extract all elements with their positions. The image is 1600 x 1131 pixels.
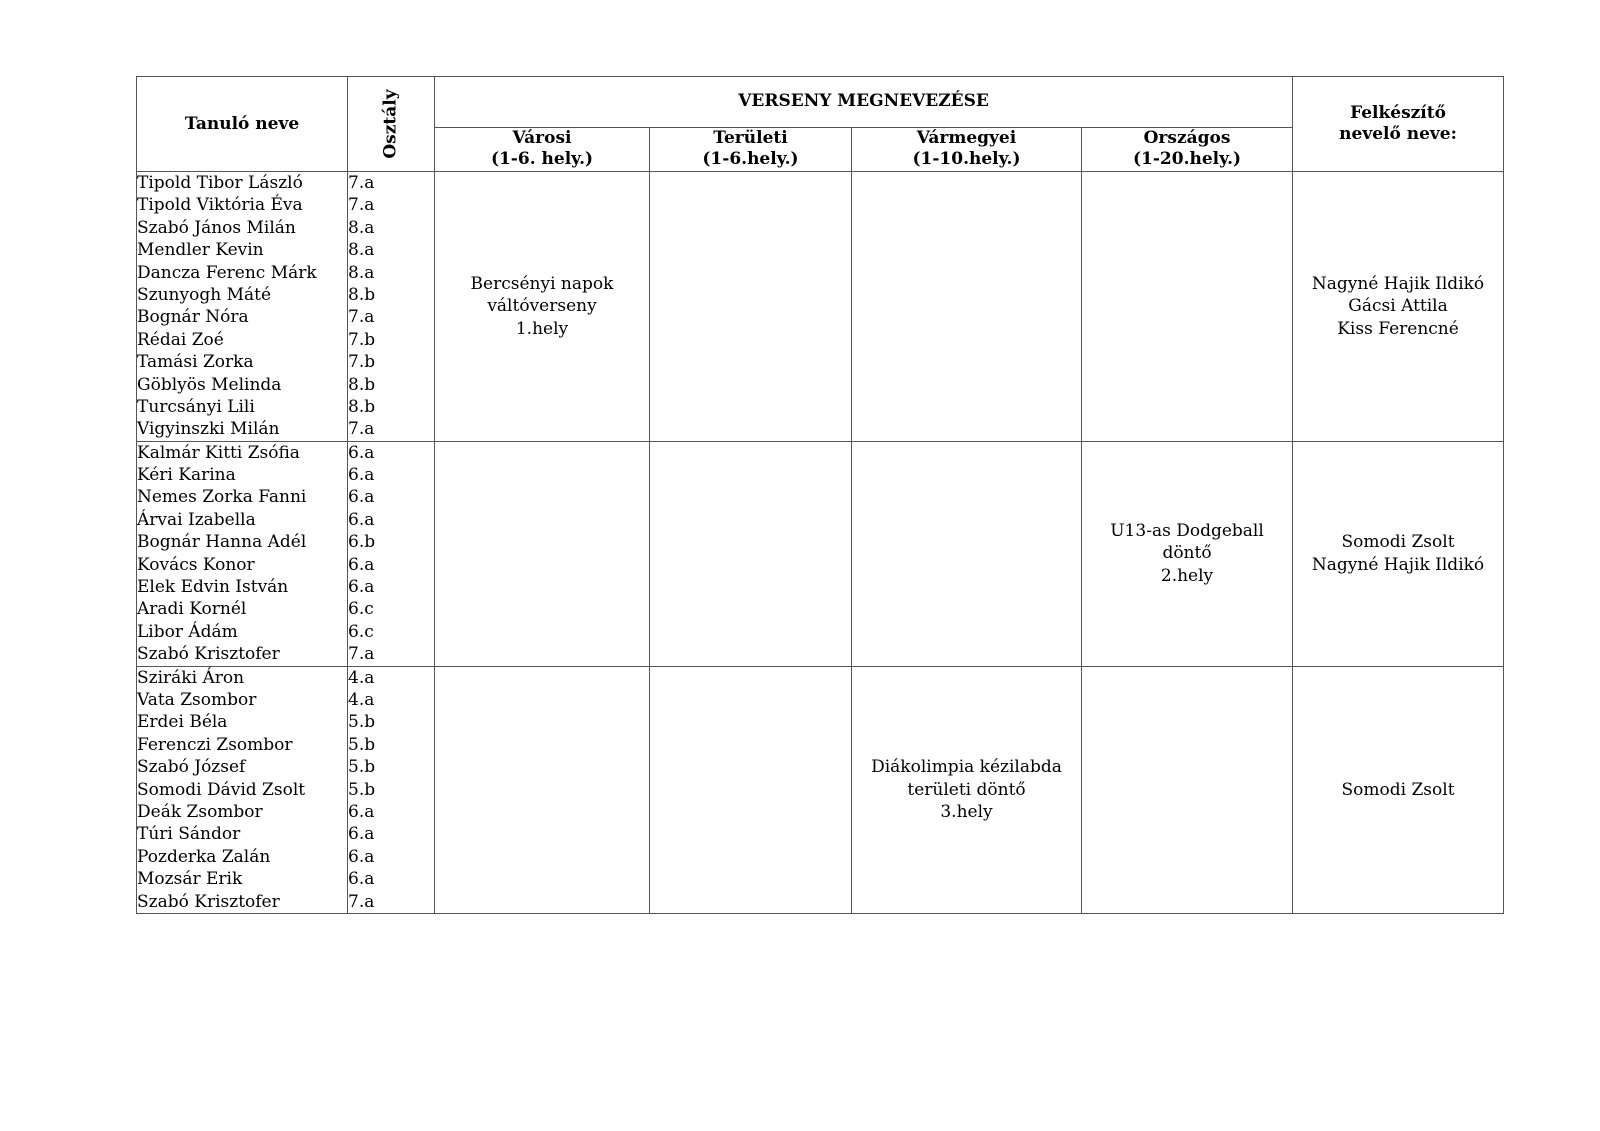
student-name: Turcsányi Lili <box>137 396 255 417</box>
class-header <box>348 77 435 172</box>
student-class: 5.b <box>348 734 376 755</box>
result-orszagos-cell <box>1082 441 1293 666</box>
result-varmegyei-cell <box>852 172 1082 442</box>
result-line: döntő <box>1162 543 1212 564</box>
result-line: 3.hely <box>940 801 993 822</box>
student-class: 8.b <box>348 396 376 417</box>
student-name: Mendler Kevin <box>137 240 264 261</box>
student-class: 6.a <box>348 509 375 530</box>
student-class: 7.a <box>348 173 375 193</box>
level-header-orszagos <box>1082 127 1293 171</box>
student-name: Szabó János Milán <box>137 217 296 238</box>
result-orszagos-cell <box>1082 666 1293 913</box>
result-line: Bercsényi napok <box>470 273 614 294</box>
result-line: Diákolimpia kézilabda <box>871 757 1062 778</box>
student-name: Mozsár Erik <box>137 869 243 890</box>
level-header-varmegyei <box>852 127 1082 171</box>
student-class: 7.b <box>348 352 376 373</box>
result-line: U13-as Dodgeball <box>1110 521 1264 542</box>
result-teruleti-cell <box>650 441 852 666</box>
teachers-cell <box>1293 666 1504 913</box>
teacher-name: Nagyné Hajik Ildikó <box>1311 273 1485 294</box>
teacher-name: Somodi Zsolt <box>1341 779 1455 800</box>
student-class: 8.b <box>348 374 376 395</box>
student-class: 6.a <box>348 801 375 822</box>
teachers-cell <box>1293 441 1504 666</box>
student-class: 6.a <box>348 554 375 575</box>
teacher-name: Nagyné Hajik Ildikó <box>1311 554 1485 575</box>
result-varosi-cell <box>435 172 650 442</box>
student-name: Szabó József <box>137 757 246 778</box>
level-name: Országos <box>1143 128 1231 149</box>
student-class: 4.a <box>348 689 375 710</box>
student-name: Elek Edvin István <box>137 577 289 598</box>
student-name: Aradi Kornél <box>137 599 247 620</box>
student-name: Tipold Viktória Éva <box>137 195 303 216</box>
student-name: Sziráki Áron <box>137 667 245 688</box>
student-class: 6.c <box>348 621 374 642</box>
result-varosi-cell <box>435 666 650 913</box>
student-name: Somodi Dávid Zsolt <box>137 779 306 800</box>
group-row <box>137 666 1504 913</box>
student-name: Dancza Ferenc Márk <box>137 262 317 283</box>
competition-header: VERSENY MEGNEVEZÉSE <box>435 77 1293 128</box>
student-classes-cell <box>348 441 435 666</box>
student-name: Bognár Hanna Adél <box>137 532 307 553</box>
student-name: Nemes Zorka Fanni <box>137 487 307 508</box>
student-class: 6.a <box>348 487 375 508</box>
student-name: Tamási Zorka <box>137 352 254 373</box>
result-varmegyei-cell <box>852 441 1082 666</box>
student-names-cell <box>137 441 348 666</box>
competition-results-table <box>136 76 1504 914</box>
student-class: 6.a <box>348 465 375 486</box>
student-class: 6.c <box>348 599 374 620</box>
result-line: 1.hely <box>515 318 569 339</box>
level-header-varosi <box>435 127 650 171</box>
student-class: 7.a <box>348 644 375 665</box>
result-teruleti-cell <box>650 172 852 442</box>
teachers-cell <box>1293 172 1504 442</box>
student-name: Szunyogh Máté <box>137 284 272 305</box>
student-name: Libor Ádám <box>137 621 238 642</box>
student-names-cell <box>137 172 348 442</box>
student-class: 6.b <box>348 532 376 553</box>
teacher-name: Somodi Zsolt <box>1341 532 1455 553</box>
student-name: Kovács Konor <box>137 554 255 575</box>
level-name: Területi <box>713 128 788 149</box>
student-class: 6.a <box>348 846 375 867</box>
group-row <box>137 172 1504 442</box>
student-name: Vigyinszki Milán <box>137 419 280 440</box>
student-class: 7.b <box>348 329 376 350</box>
student-names-cell <box>137 666 348 913</box>
student-class: 8.a <box>348 217 375 238</box>
student-name: Tipold Tibor László <box>137 173 303 193</box>
student-classes-cell <box>348 172 435 442</box>
student-class: 7.a <box>348 419 375 440</box>
student-class: 7.a <box>348 307 375 328</box>
student-name: Deák Zsombor <box>137 801 263 822</box>
teacher-header <box>1293 77 1504 172</box>
student-class: 6.a <box>348 442 375 463</box>
level-range: (1-6. hely.) <box>490 149 594 170</box>
student-class: 6.a <box>348 577 375 598</box>
result-line: 2.hely <box>1160 565 1214 586</box>
student-name: Erdei Béla <box>137 712 228 733</box>
student-name: Rédai Zoé <box>137 329 224 350</box>
class-header-label: Osztály <box>380 89 401 159</box>
group-row <box>137 441 1504 666</box>
student-class: 5.b <box>348 712 376 733</box>
level-name: Városi <box>512 128 572 149</box>
student-name: Kalmár Kitti Zsófia <box>137 442 300 463</box>
student-class: 5.b <box>348 757 376 778</box>
level-range: (1-10.hely.) <box>912 149 1021 170</box>
result-teruleti-cell <box>650 666 852 913</box>
student-name: Szabó Krisztofer <box>137 891 280 912</box>
result-line: váltóverseny <box>487 296 597 317</box>
student-name: Kéri Karina <box>137 465 236 486</box>
student-class: 5.b <box>348 779 376 800</box>
student-name: Árvai Izabella <box>137 509 256 530</box>
student-name-header: Tanuló neve <box>137 77 348 172</box>
teacher-name: Gácsi Attila <box>1348 296 1448 317</box>
student-name: Szabó Krisztofer <box>137 644 280 665</box>
student-classes-cell <box>348 666 435 913</box>
result-varmegyei-cell <box>852 666 1082 913</box>
level-range: (1-6.hely.) <box>702 149 799 170</box>
student-class: 8.a <box>348 240 375 261</box>
teacher-header-line2: nevelő neve: <box>1339 124 1457 144</box>
student-class: 7.a <box>348 891 375 912</box>
student-name: Pozderka Zalán <box>137 846 271 867</box>
teacher-header-line1: Felkészítő <box>1350 103 1446 123</box>
student-class: 7.a <box>348 195 375 216</box>
student-name: Ferenczi Zsombor <box>137 734 293 755</box>
level-name: Vármegyei <box>916 128 1017 149</box>
result-line: területi döntő <box>907 779 1026 800</box>
student-class: 8.b <box>348 284 376 305</box>
student-name: Göblyös Melinda <box>137 374 282 395</box>
teacher-name: Kiss Ferencné <box>1337 318 1459 339</box>
result-varosi-cell <box>435 441 650 666</box>
student-class: 6.a <box>348 869 375 890</box>
student-name: Bognár Nóra <box>137 307 249 328</box>
student-name: Túri Sándor <box>137 824 241 845</box>
student-class: 8.a <box>348 262 375 283</box>
student-name: Vata Zsombor <box>137 689 257 710</box>
level-range: (1-20.hely.) <box>1133 149 1242 170</box>
result-orszagos-cell <box>1082 172 1293 442</box>
student-class: 6.a <box>348 824 375 845</box>
level-header-teruleti <box>650 127 852 171</box>
student-class: 4.a <box>348 667 375 688</box>
